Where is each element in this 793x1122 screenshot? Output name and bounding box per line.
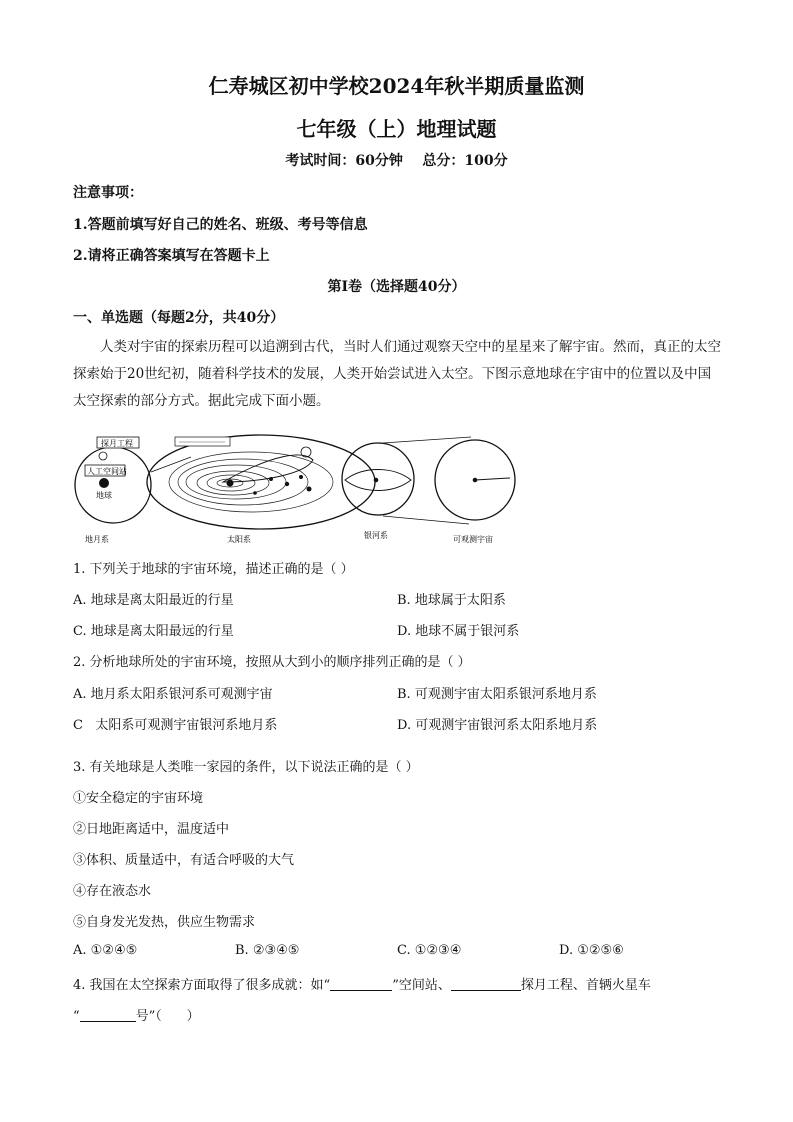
earth-label: 地球 bbox=[96, 491, 112, 500]
question-3-statement-1: ①安全稳定的宇宙环境 bbox=[73, 791, 204, 806]
answer-blank-1[interactable] bbox=[330, 976, 392, 991]
question-1-option-d[interactable]: D. 地球不属于银河系 bbox=[397, 624, 520, 639]
earth-moon-system-circle bbox=[75, 447, 151, 523]
answer-blank-2[interactable] bbox=[451, 976, 521, 991]
question-4-text-4: “ bbox=[73, 1009, 80, 1024]
solar-system-ellipse bbox=[147, 435, 375, 529]
question-2-option-c[interactable]: C 太阳系可观测宇宙银河系地月系 bbox=[73, 718, 278, 733]
section-title: 第I卷（选择题40分） bbox=[327, 279, 466, 295]
question-4-text-2: ”空间站、 bbox=[392, 978, 451, 993]
question-3-statement-3: ③体积、质量适中，有适合呼吸的大气 bbox=[73, 853, 295, 868]
moon-probe-label: 探月工程 bbox=[101, 439, 133, 448]
notice-item-1: 1.答题前填写好自己的姓名、班级、考号等信息 bbox=[73, 217, 368, 233]
question-4-text-3: 探月工程、首辆火星车 bbox=[520, 978, 651, 993]
question-1-option-a[interactable]: A. 地球是离太阳最近的行星 bbox=[73, 593, 234, 608]
solar-system-label: 太阳系 bbox=[227, 535, 251, 544]
question-3-statement-4: ④存在液态水 bbox=[73, 884, 152, 899]
galaxy-label: 银河系 bbox=[364, 531, 388, 540]
universe-position-figure bbox=[73, 432, 523, 544]
earth-icon bbox=[99, 478, 109, 488]
exam-subtitle: 七年级（上）地理试题 bbox=[296, 117, 497, 141]
question-3-option-c[interactable]: C. ①②③④ bbox=[397, 943, 462, 958]
observable-universe-label: 可观测宇宙 bbox=[453, 535, 493, 544]
question-4-text-5: 号”（ ） bbox=[135, 1009, 200, 1024]
question-3-option-d[interactable]: D. ①②⑤⑥ bbox=[559, 943, 624, 958]
space-station-label: 人工空间站 bbox=[87, 467, 127, 476]
question-2-option-a[interactable]: A. 地月系太阳系银河系可观测宇宙 bbox=[73, 687, 273, 702]
moon-icon bbox=[99, 452, 107, 460]
sun-icon bbox=[227, 480, 234, 487]
notice-item-2: 2.请将正确答案填写在答题卡上 bbox=[73, 248, 270, 264]
earth-moon-system-label: 地月系 bbox=[85, 535, 109, 544]
question-1-option-b[interactable]: B. 地球属于太阳系 bbox=[397, 593, 506, 608]
exam-info: 考试时间：60分钟 总分：100分 bbox=[285, 153, 508, 169]
question-3-option-a[interactable]: A. ①②④⑤ bbox=[73, 943, 138, 958]
question-3-statement-2: ②日地距离适中，温度适中 bbox=[73, 822, 230, 837]
exam-title: 仁寿城区初中学校2024年秋半期质量监测 bbox=[208, 74, 585, 98]
answer-blank-3[interactable] bbox=[80, 1007, 136, 1022]
part-title: 一、单选题（每题2分，共40分） bbox=[73, 310, 285, 326]
notice-heading: 注意事项： bbox=[73, 185, 143, 201]
question-3-statement-5: ⑤自身发光发热，供应生物需求 bbox=[73, 915, 256, 930]
question-3-stem: 3. 有关地球是人类唯一家园的条件，以下说法正确的是（ ） bbox=[73, 760, 419, 775]
question-2-option-d[interactable]: D. 可观测宇宙银河系太阳系地月系 bbox=[397, 718, 598, 733]
question-3-option-b[interactable]: B. ②③④⑤ bbox=[235, 943, 300, 958]
question-4-stem-line-2 bbox=[73, 1005, 200, 1024]
question-2-option-b[interactable]: B. 可观测宇宙太阳系银河系地月系 bbox=[397, 687, 597, 702]
question-4-stem-line-1 bbox=[73, 974, 651, 993]
question-1-stem: 1. 下列关于地球的宇宙环境，描述正确的是（ ） bbox=[73, 562, 354, 577]
question-2-stem: 2. 分析地球所处的宇宙环境，按照从大到小的顺序排列正确的是（ ） bbox=[73, 655, 471, 670]
intro-paragraph: 人类对宇宙的探索历程可以追溯到古代，当时人们通过观察天空中的星星来了解宇宙。然而，真正的太空探索始于20世纪初，随着科学技术的发展，人类开始尝试进入太空。下图示意地球在宇宙中的位置以及中国太空探索的部分方式。据此完成下面小题。 bbox=[73, 339, 721, 409]
question-1-option-c[interactable]: C. 地球是离太阳最远的行星 bbox=[73, 624, 234, 639]
question-4-text-1: 4. 我国在太空探索方面取得了很多成就：如“ bbox=[73, 978, 331, 993]
